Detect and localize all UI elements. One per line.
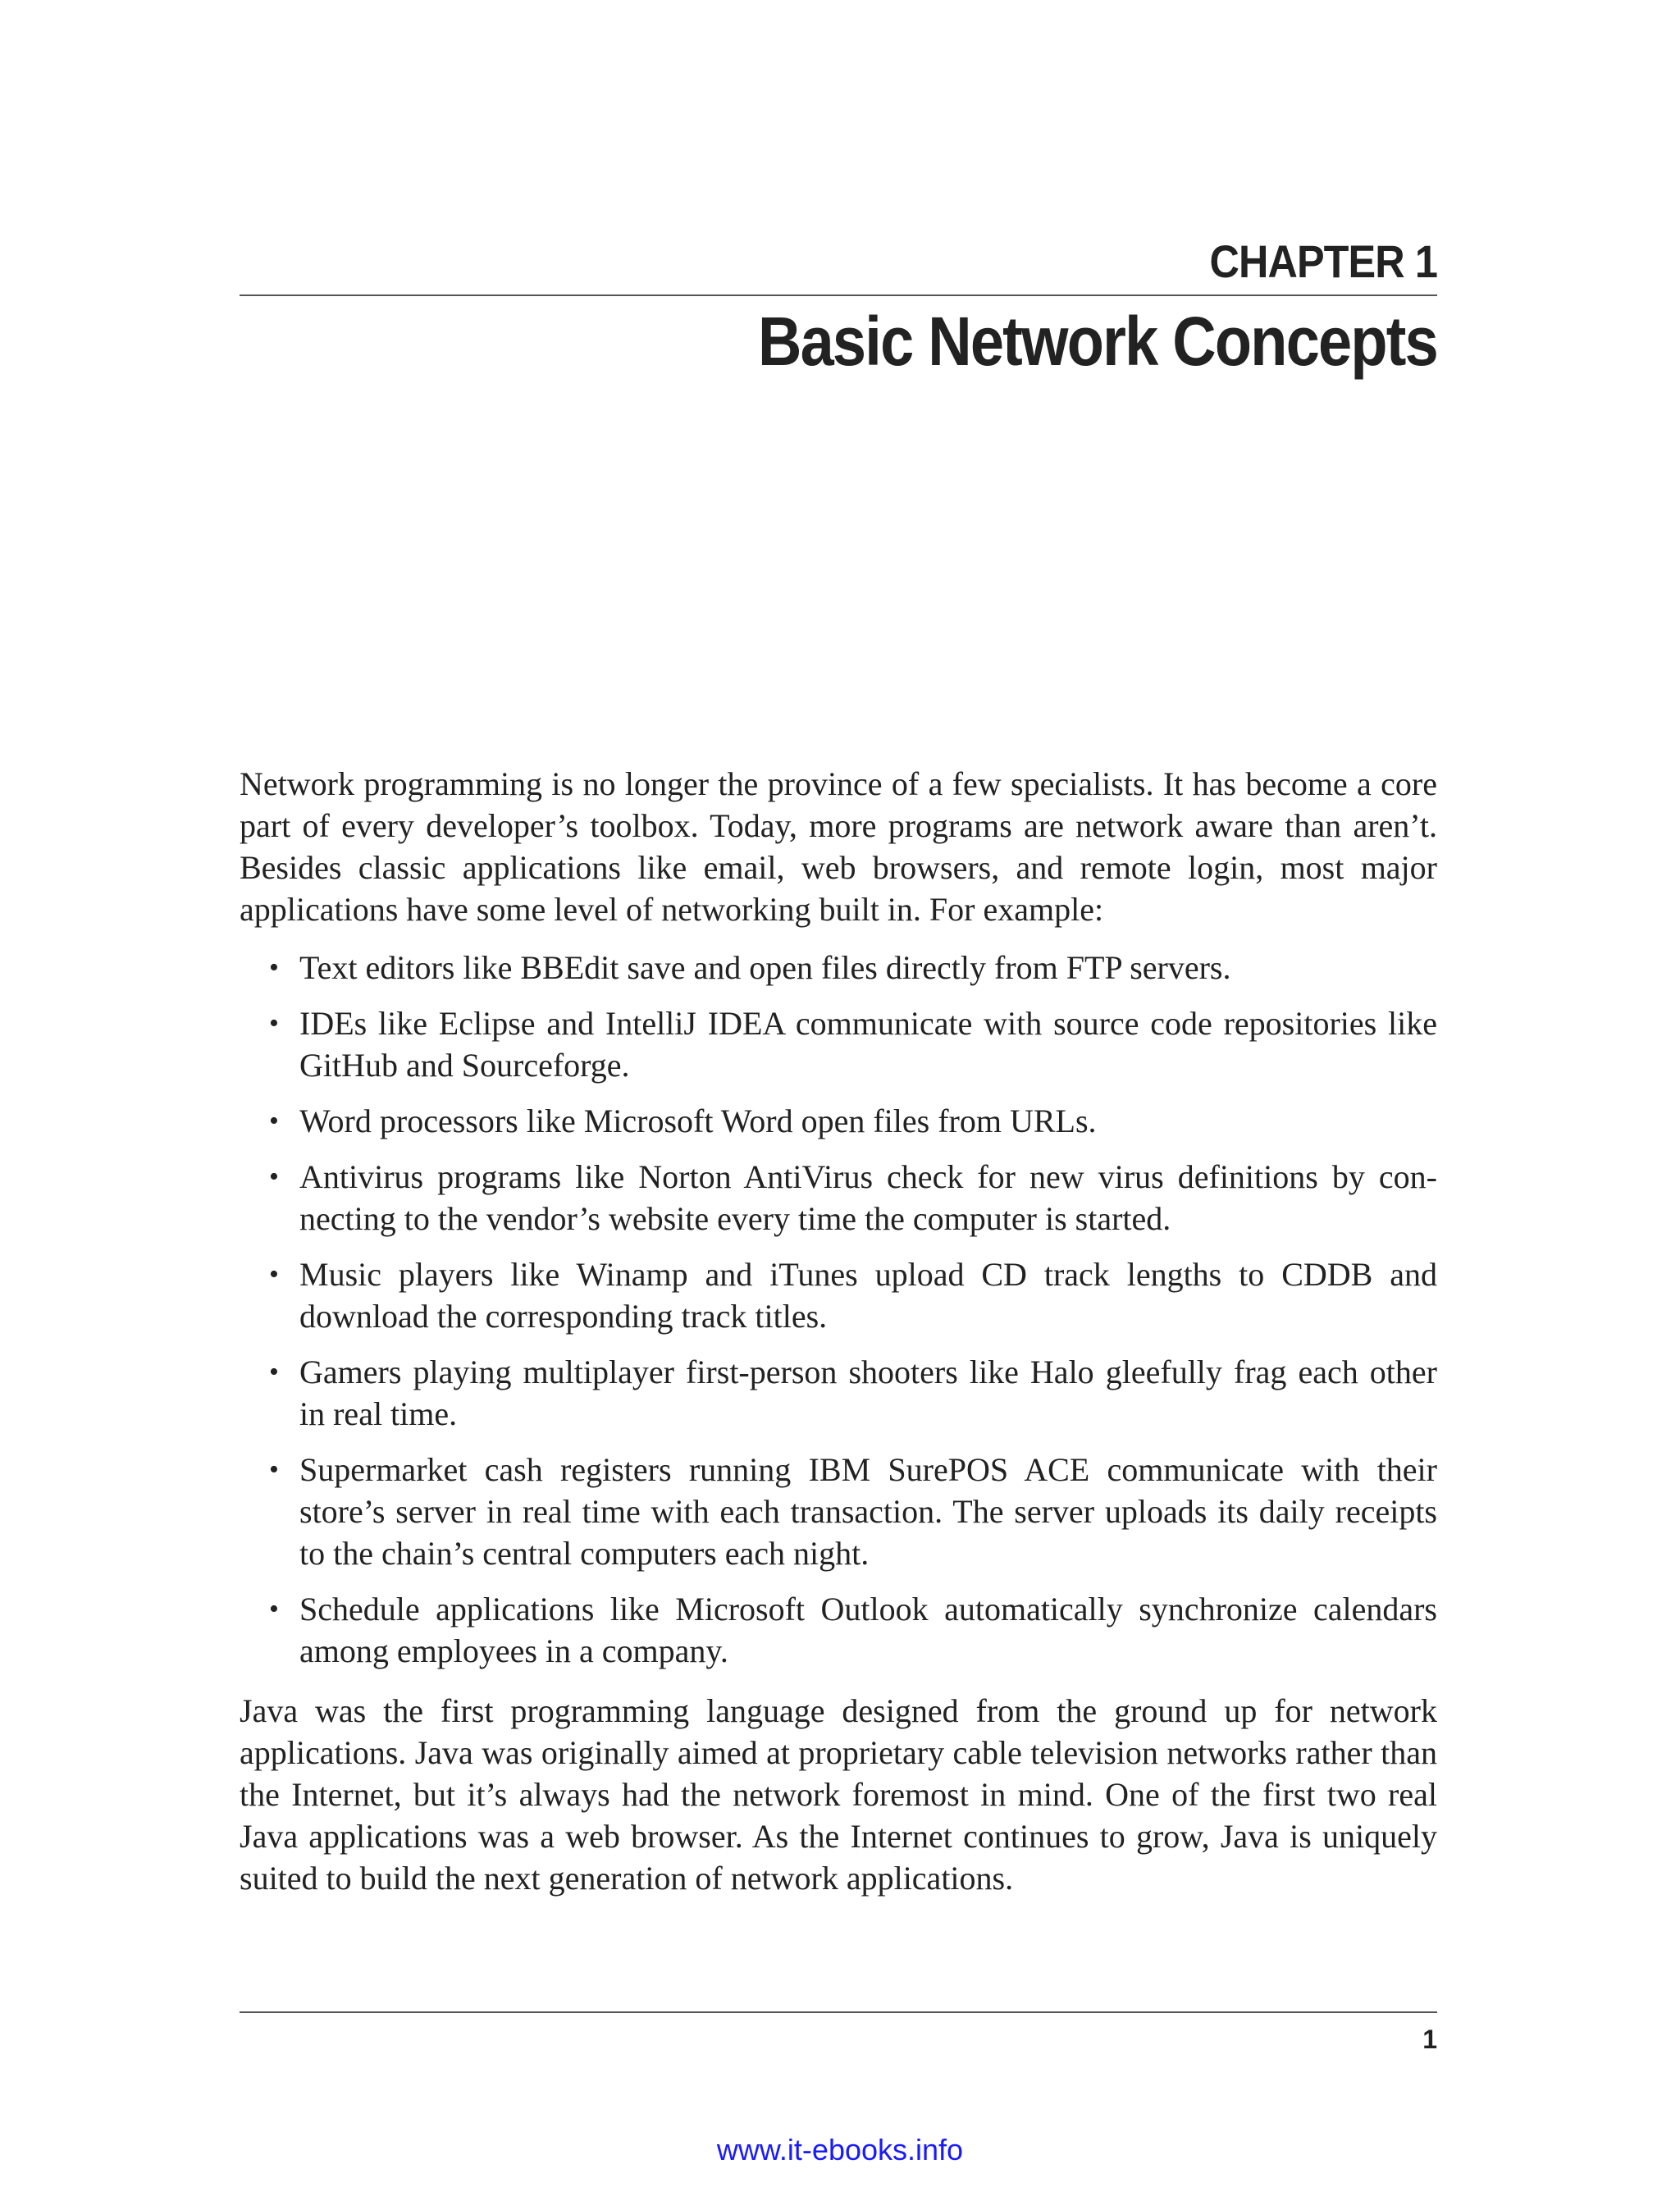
page-number: 1 xyxy=(1422,2025,1437,2054)
examples-list xyxy=(240,947,1437,1672)
bullet-icon: • xyxy=(269,1106,279,1136)
list-item-text: Word processors like Microsoft Word open files from URLs. xyxy=(299,1102,1097,1139)
list-item-text: Music players like Winamp and iTunes upload CD track lengths to CDDB and download the corresponding track titles. xyxy=(299,1256,1437,1335)
list-item xyxy=(240,1449,1437,1574)
list-item-text: Supermarket cash registers running IBM SurePOS ACE communicate with their store’s server in real time with each transaction. The server uploads its daily receipts to the chain’s central computers each night. xyxy=(299,1451,1437,1572)
intro-paragraph: Network programming is no longer the province of a few specialists. It has become a core part of every developer’s toolbox. Today, more programs are network aware than aren’t. Besides classic applications like email, web browsers, and remote login, most major applications have some level of networking built in. For example: xyxy=(240,765,1437,928)
list-item xyxy=(240,1156,1437,1239)
list-item-text: Antivirus programs like Norton AntiVirus check for new virus definitions by connecting to the vendor’s website every time the computer is started. xyxy=(299,1158,1437,1237)
bullet-icon: • xyxy=(269,1594,279,1624)
list-item-text: Gamers playing multiplayer first-person shooters like Halo gleefully frag each other in real time. xyxy=(299,1354,1437,1432)
bullet-icon: • xyxy=(269,952,279,983)
footer-divider xyxy=(240,2011,1437,2013)
bullet-icon: • xyxy=(269,1259,279,1290)
chapter-title: Basic Network Concepts xyxy=(757,303,1437,380)
list-item xyxy=(240,947,1437,988)
list-item xyxy=(240,1351,1437,1435)
list-item-text: Text editors like BBEdit save and open files directly from FTP servers. xyxy=(299,949,1231,986)
list-item-text: IDEs like Eclipse and IntelliJ IDEA communicate with source code repositories like GitHub and Sourceforge. xyxy=(299,1005,1437,1084)
chapter-header xyxy=(240,234,1437,386)
chapter-body xyxy=(240,763,1437,1899)
list-item xyxy=(240,1588,1437,1672)
bullet-icon: • xyxy=(269,1162,279,1192)
list-item xyxy=(240,1100,1437,1142)
bullet-icon: • xyxy=(269,1008,279,1039)
list-item xyxy=(240,1253,1437,1337)
list-item-text: Schedule applications like Microsoft Outlook automatically synchronize calendars among employees in a company. xyxy=(299,1591,1437,1669)
bullet-icon: • xyxy=(269,1454,279,1485)
closing-paragraph: Java was the first programming language designed from the ground up for network applications. Java was originally aimed at proprietary cable television networks rather than the Internet, but it’s always had the network foremost in mind. One of the first two real Java applications was a web browser. As the Internet continues to grow, Java is uniquely suited to build the next generation of network applications. xyxy=(240,1692,1437,1897)
watermark-link[interactable]: www.it-ebooks.info xyxy=(716,2133,964,2166)
chapter-label: CHAPTER 1 xyxy=(1209,235,1437,287)
bullet-icon: • xyxy=(269,1357,279,1387)
list-item xyxy=(240,1002,1437,1086)
